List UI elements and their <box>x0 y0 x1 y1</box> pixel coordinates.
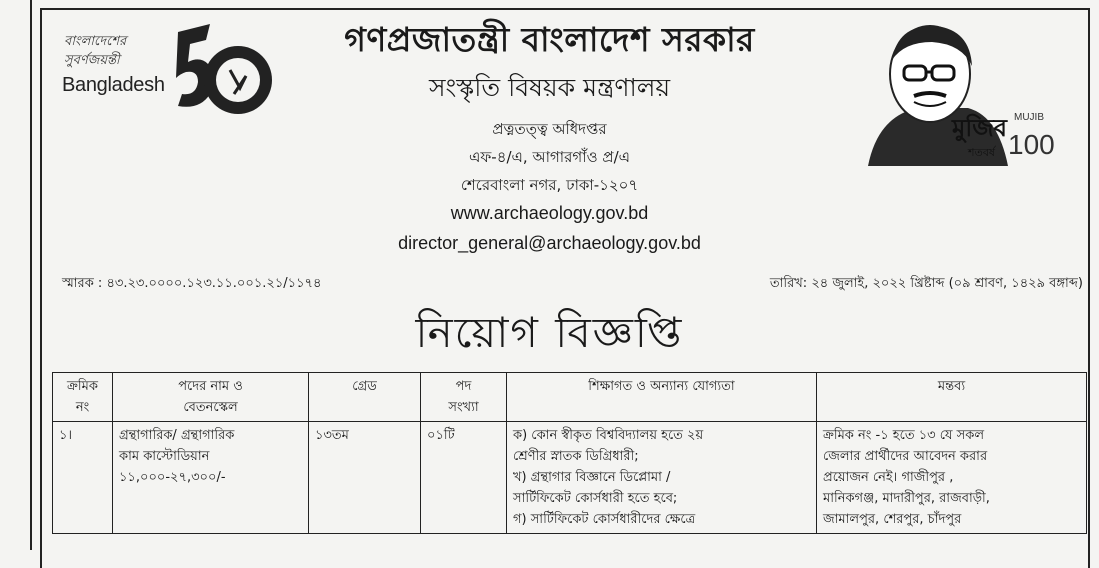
cell-count: ০১টি <box>421 422 507 534</box>
col-remarks: মন্তব্য <box>817 373 1087 422</box>
table-row <box>53 422 1087 534</box>
col-serial: ক্রমিক নং <box>53 373 113 422</box>
col-count: পদ সংখ্যা <box>421 373 507 422</box>
govt-name: গণপ্রজাতন্ত্রী বাংলাদেশ সরকার <box>344 20 755 59</box>
col-post: পদের নাম ও বেতনস্কেল <box>113 373 309 422</box>
jobs-table <box>52 372 1087 534</box>
email-link[interactable]: director_general@archaeology.gov.bd <box>398 233 701 253</box>
logo-line-2: সুবর্ণজয়ন্তী <box>64 53 120 68</box>
mujib-sub: শতবর্ষ <box>968 146 995 159</box>
col-grade: গ্রেড <box>309 373 421 422</box>
col-qualification: শিক্ষাগত ও অন্যান্য যোগ্যতা <box>507 373 817 422</box>
logo-line-1: বাংলাদেশের <box>64 34 127 49</box>
mujib-en: MUJIB <box>1014 112 1044 123</box>
department-name: প্রত্নতত্ত্ব অধিদপ্তর <box>492 120 607 138</box>
cell-qualification: ক) কোন স্বীকৃত বিশ্ববিদ্যালয় হতে ২য় শ্রেণীর স্নাতক ডিগ্রিধারী; খ) গ্রন্থাগার বিজ্ঞানে ডিপ্লোমা / সার্টিফিকেট কোর্সধারী হতে হবে; গ) সার্টিফিকেট কোর্সধারীদের ক্ষেত্রে <box>507 422 817 534</box>
mujib-word: মুজিব <box>952 114 1008 142</box>
website-link[interactable]: www.archaeology.gov.bd <box>450 203 649 223</box>
portrait-icon <box>848 16 1055 166</box>
ministry-name: সংস্কৃতি বিষয়ক মন্ত্রণালয় <box>428 73 671 102</box>
address-line-1: এফ-৪/এ, আগারগাঁও প্র/এ <box>468 148 631 166</box>
cell-serial: ১। <box>53 422 113 534</box>
table-header-row <box>53 373 1087 422</box>
cell-grade: ১৩তম <box>309 422 421 534</box>
cell-post: গ্রন্থাগারিক/ গ্রন্থাগারিক কাম কাস্টোডিয়ান ১১,০০০-২৭,৩০০/- <box>113 422 309 534</box>
notice-title: নিয়োগ বিজ্ঞপ্তি <box>415 308 684 357</box>
address-line-2: শেরেবাংলা নগর, ঢাকা-১২০৭ <box>460 176 639 194</box>
mujib-100-logo <box>848 16 1055 166</box>
logo-brand: Bangladesh <box>62 74 165 96</box>
mujib-100: 100 <box>1008 129 1055 160</box>
memo-number: স্মারক : ৪৩.২৩.০০০০.১২৩.১১.০০১.২১/১১৭৪ <box>62 276 322 291</box>
issue-date: তারিখ: ২৪ জুলাই, ২০২২ খ্রিষ্টাব্দ (০৯ শ্রাবণ, ১৪২৯ বঙ্গাব্দ) <box>769 276 1083 291</box>
cell-remarks: ক্রমিক নং -১ হতে ১৩ যে সকল জেলার প্রার্থীদের আবেদন করার প্রয়োজন নেই। গাজীপুর , মানিকগঞ্জ, মাদারীপুর, রাজবাড়ী, জামালপুর, শেরপুর, চাঁদপুর <box>817 422 1087 534</box>
